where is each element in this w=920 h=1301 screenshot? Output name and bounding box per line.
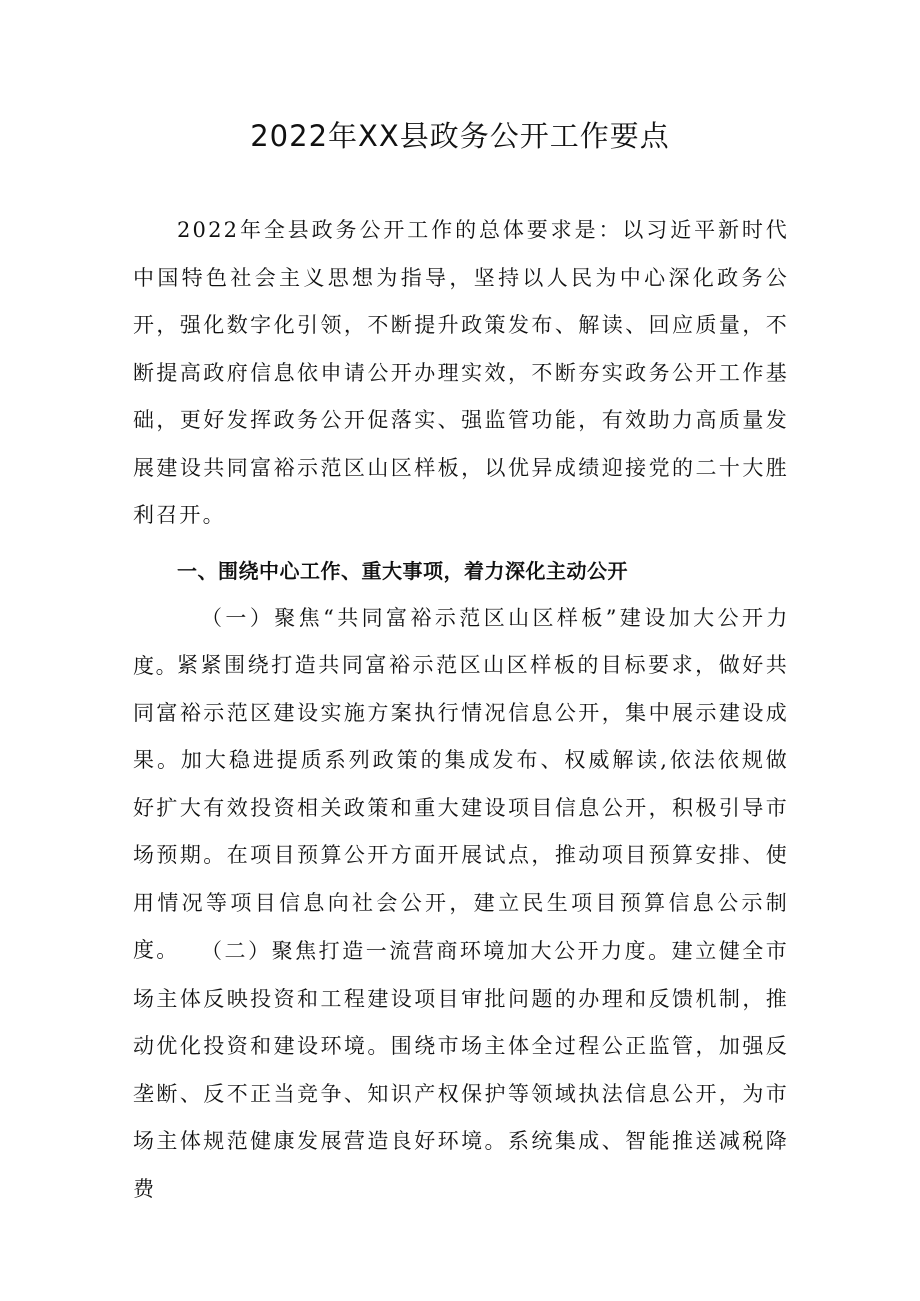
subsection-heading: （一）聚焦“共同富裕示范区山区样板”建设加大公开力度。 — [133, 606, 789, 678]
subsection-paragraph: （二）聚焦打造一流营商环境加大公开力度。建立健全市场主体反映投资和工程建设项目审批问题的办理和反馈机制，推动优化投资和建设环境。围绕市场主体全过程公正监管，加强反垄断、反不正当竞争、知识产权保护等领域执法信息公开，为市场主体规范健康发展营造良好环境。系统集成、智能推送减税降费 — [133, 939, 789, 1201]
intro-paragraph: 2022年全县政务公开工作的总体要求是：以习近平新时代中国特色社会主义思想为指导，坚持以人民为中心深化政务公开，强化数字化引领，不断提升政策发布、解读、回应质量，不断提高政府信息依申请公开办理实效，不断夯实政务公开工作基础，更好发挥政务公开促落实、强监管功能，有效助力高质量发展建设共同富裕示范区山区样板，以优异成绩迎接党的二十大胜利召开。 — [133, 218, 789, 527]
section-heading: 一、围绕中心工作、重大事项，着力深化主动公开 — [177, 559, 628, 583]
subsection-body-paragraph: 紧紧围绕打造共同富裕示范区山区样板的目标要求，做好共同富裕示范区建设实施方案执行情况信息公开，集中展示建设成果。加大稳进提质系列政策的集成发布、权威解读,依法依规做好扩大有效投资相关政策和重大建设项目信息公开，积极引导市场预期。在项目预算公开方面开展试点，推动项目预算安排、使用情况等项目信息向社会公开，建立民生项目预算信息公示制度。 — [133, 653, 789, 962]
document-title: 2022年XX县政务公开工作要点 — [250, 119, 670, 153]
